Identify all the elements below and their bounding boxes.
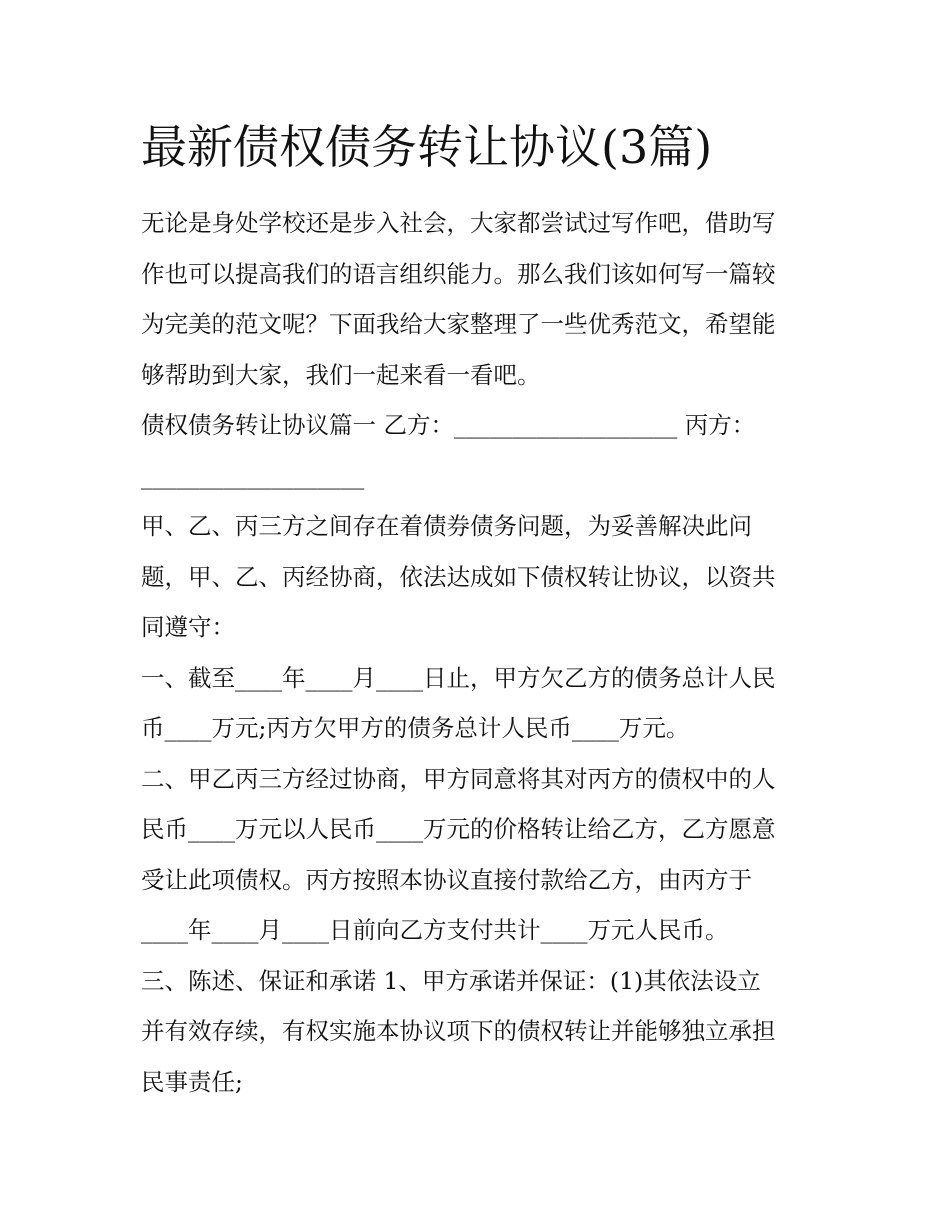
- body-line: 题，甲、乙、丙经协商，依法达成如下债权转让协议，以资共: [141, 562, 776, 591]
- body-line: 债权债务转让协议篇一 乙方：___________________ 丙方：: [141, 411, 756, 439]
- document-body: [141, 198, 816, 1107]
- body-line: 为完美的范文呢？下面我给大家整理了一些优秀范文，希望能: [141, 310, 776, 338]
- body-line: 二、甲乙丙三方经过协商，甲方同意将其对丙方的债权中的人: [141, 764, 776, 793]
- body-line: 作也可以提高我们的语言组织能力。那么我们该如何写一篇较: [141, 259, 776, 288]
- body-line: 一、截至____年____月____日止，甲方欠乙方的债务总计人民: [141, 663, 776, 692]
- body-line: 三、陈述、保证和承诺 1、甲方承诺并保证：(1)其依法设立: [141, 966, 761, 995]
- body-line: 甲、乙、丙三方之间存在着债券债务问题，为妥善解决此问: [141, 512, 752, 540]
- body-line: 同遵守：: [141, 613, 235, 641]
- body-line: 够帮助到大家，我们一起来看一看吧。: [141, 360, 541, 389]
- body-line: 民币____万元以人民币____万元的价格转让给乙方，乙方愿意: [141, 815, 776, 843]
- body-line: 无论是身处学校还是步入社会，大家都尝试过写作吧，借助写: [141, 209, 776, 237]
- body-line: 并有效存续，有权实施本协议项下的债权转让并能够独立承担: [141, 1017, 776, 1045]
- body-line: 币____万元;丙方欠甲方的债务总计人民币____万元。: [141, 714, 690, 742]
- body-line: 受让此项债权。丙方按照本协议直接付款给乙方，由丙方于: [141, 865, 752, 894]
- body-line: ____年____月____日前向乙方支付共计____万元人民币。: [141, 916, 729, 944]
- document-title: 最新债权债务转让协议(3篇): [141, 120, 713, 174]
- body-line: 民事责任;: [141, 1067, 243, 1096]
- body-line: ___________________: [141, 461, 365, 490]
